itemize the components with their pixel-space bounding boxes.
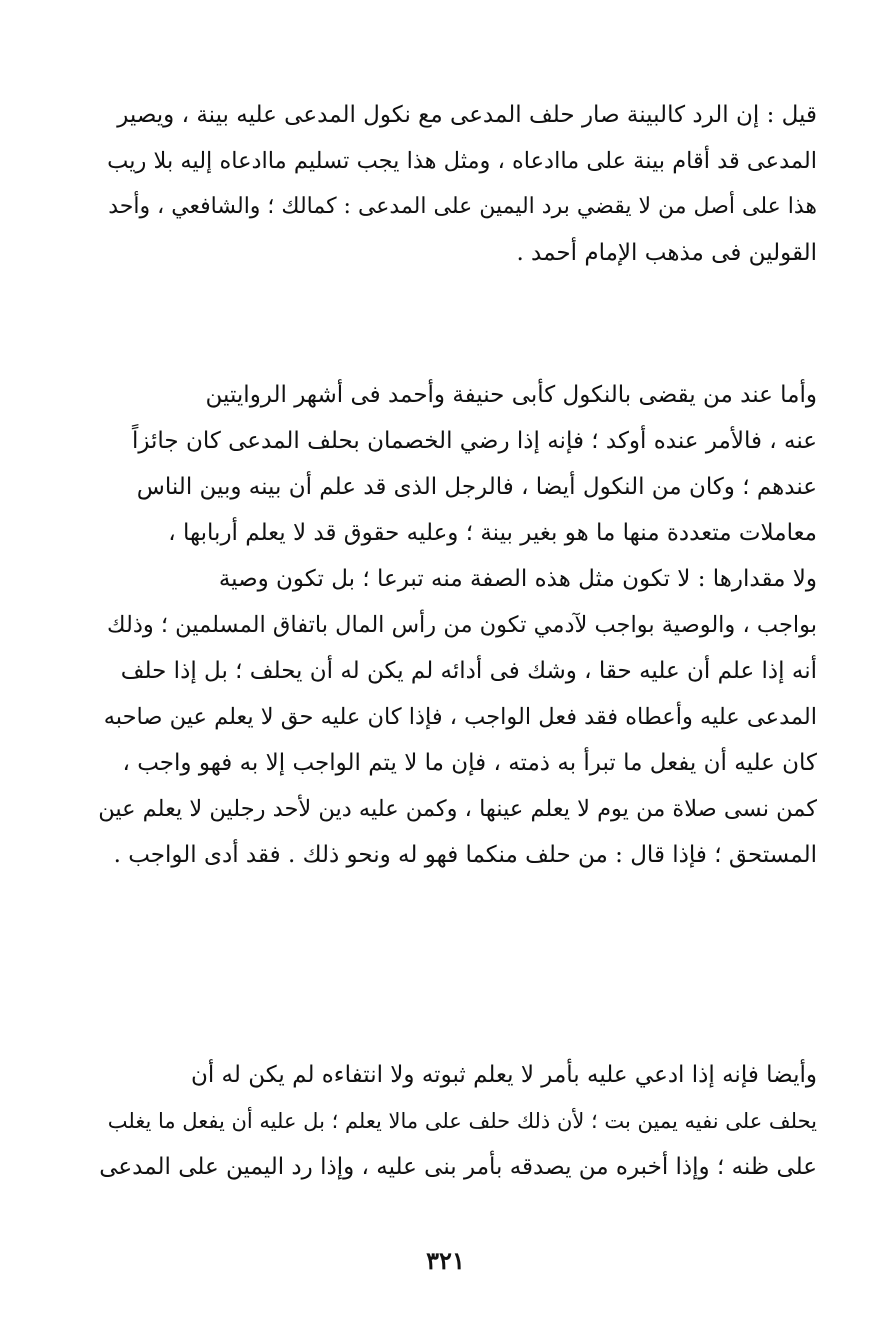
text-line: يحلف على نفيه يمين بت ؛ لأن ذلك حلف على مالا يعلم ؛ بل عليه أن يفعل ما يغلب [107, 1109, 817, 1133]
text-line: قيل : إن الرد كالبينة صار حلف المدعى مع نكول المدعى عليه بينة ، ويصير [117, 102, 817, 128]
text-line: معاملات متعددة منها ما هو بغير بينة ؛ وعليه حقوق قد لا يعلم أربابها ، [168, 520, 817, 546]
text-line: وأيضا فإنه إذا ادعي عليه بأمر لا يعلم ثبوته ولا انتفاءه لم يكن له أن [190, 1062, 817, 1088]
text-line: على ظنه ؛ وإذا أخبره من يصدقه بأمر بنى عليه ، وإذا رد اليمين على المدعى [99, 1154, 817, 1180]
text-line: كان عليه أن يفعل ما تبرأ به ذمته ، فإن ما لا يتم الواجب إلا به فهو واجب ، [122, 750, 817, 776]
paragraph-2 [95, 372, 817, 878]
page-number: ٣٢١ [426, 1246, 465, 1275]
text-line: عندهم ؛ وكان من النكول أيضا ، فالرجل الذى قد علم أن بينه وبين الناس [136, 474, 817, 500]
text-line: كمن نسى صلاة من يوم لا يعلم عينها ، وكمن عليه دين لأحد رجلين لا يعلم عين [98, 796, 817, 822]
text-line: ولا مقدارها : لا تكون مثل هذه الصفة منه تبرعا ؛ بل تكون وصية [218, 566, 817, 592]
paragraph-1 [95, 92, 817, 276]
text-line: القولين فى مذهب الإمام أحمد . [516, 240, 817, 266]
text-line: المستحق ؛ فإذا قال : من حلف منكما فهو له ونحو ذلك . فقد أدى الواجب . [113, 842, 817, 868]
text-line: هذا على أصل من لا يقضي برد اليمين على المدعى : كمالك ؛ والشافعي ، وأحد [108, 194, 817, 219]
text-line: المدعى عليه وأعطاه فقد فعل الواجب ، فإذا كان عليه حق لا يعلم عين صاحبه [103, 704, 817, 730]
text-line: المدعى قد أقام بينة على ماادعاه ، ومثل هذا يجب تسليم ماادعاه إليه بلا ريب [107, 148, 817, 174]
paragraph-3 [95, 1052, 817, 1190]
text-line: بواجب ، والوصية بواجب لآدمي تكون من رأس المال باتفاق المسلمين ؛ وذلك [107, 612, 817, 638]
text-line: وأما عند من يقضى بالنكول كأبى حنيفة وأحمد فى أشهر الروايتين [205, 382, 817, 408]
text-line: أنه إذا علم أن عليه حقا ، وشك فى أدائه لم يكن له أن يحلف ؛ بل إذا حلف [120, 658, 817, 684]
text-line: عنه ، فالأمر عنده أوكد ؛ فإنه إذا رضي الخصمان بحلف المدعى كان جائزاً [131, 428, 817, 454]
